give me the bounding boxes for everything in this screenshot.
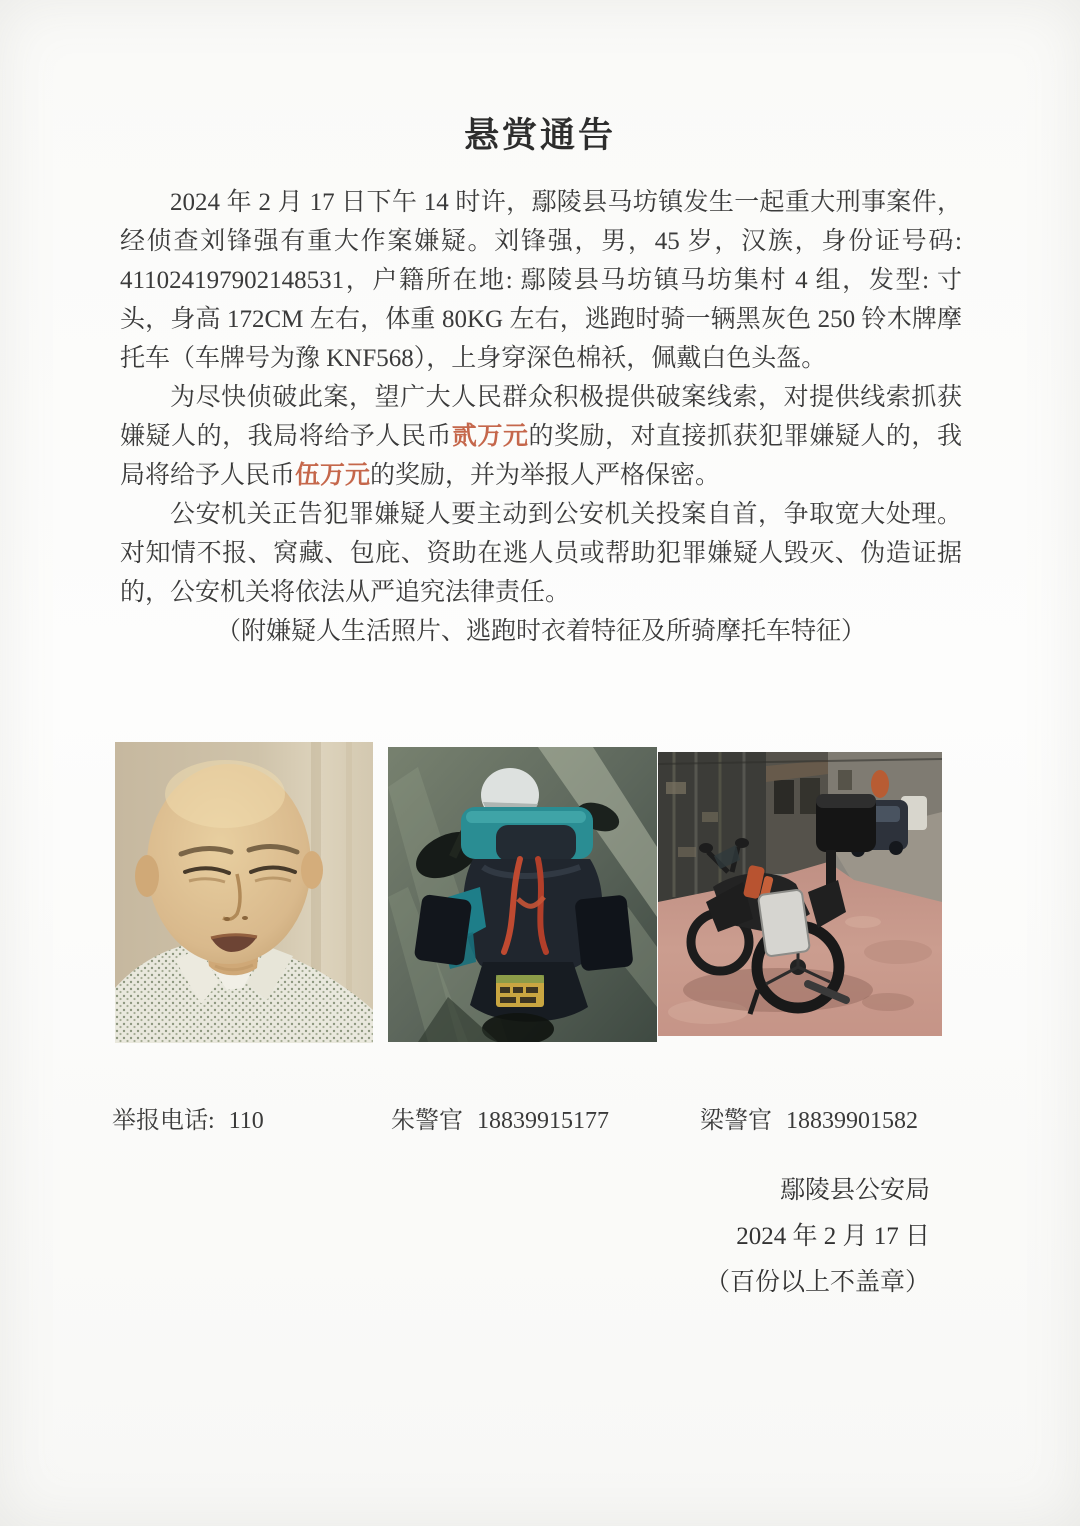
issue-date: 2024 年 2 月 17 日 — [736, 1223, 930, 1250]
signature-block — [705, 1168, 930, 1306]
reward-amount-20000: 贰万元 — [451, 423, 529, 450]
seal-note: （百份以上不盖章） — [704, 1269, 930, 1296]
issuing-agency: 鄢陵县公安局 — [779, 1177, 930, 1204]
suspect-photo-illustration — [115, 742, 373, 1043]
suspect-photo — [115, 742, 373, 1043]
officer-zhu-name: 朱警官 — [391, 1108, 463, 1134]
page-title: 悬赏通告 — [463, 116, 616, 155]
motorcycle-street-photo — [658, 752, 942, 1036]
motorcycle-street-illustration — [658, 752, 942, 1036]
paragraph-case-details: 2024 年 2 月 17 日下午 14 时许，鄢陵县马坊镇发生一起重大刑事案件，经侦查刘锋强有重大作案嫌疑。刘锋强，男，45 岁，汉族，身份证号码: 411024197902148531，户籍所在地: 鄢陵县马坊镇马坊集村 4 组，发型: 寸头，身高 172CM 左右，体重 80KG 左右，逃跑时骑一辆黑灰色 250 铃木牌摩托车（车牌号为豫 KNF568），上身穿深色棉袄，佩戴白色头盔。 — [120, 189, 962, 372]
notice-body — [120, 183, 962, 661]
report-hotline — [112, 1100, 264, 1135]
paragraph-reward — [120, 378, 962, 495]
reward-text-lead: 为尽快侦破此案，望广大人民群众积极提供破案线索，对提供线索抓获嫌疑人的，我局将给予人民币 — [120, 384, 962, 450]
motorcycle-rear-illustration — [388, 747, 657, 1042]
reward-text-mid: 的奖励，对直接抓获犯罪嫌疑人的，我局将给予人民币 — [120, 423, 962, 489]
paragraph-warning: 公安机关正告犯罪嫌疑人要主动到公安机关投案自首，争取宽大处理。对知情不报、窝藏、包庇、资助在逃人员或帮助犯罪嫌疑人毁灭、伪造证据的，公安机关将依法从严追究法律责任。 — [120, 501, 962, 606]
report-hotline-number: 110 — [228, 1108, 264, 1134]
contact-officer-liang — [700, 1100, 918, 1135]
reward-text-tail: 的奖励，并为举报人严格保密。 — [370, 462, 721, 489]
officer-liang-name: 梁警官 — [700, 1108, 772, 1134]
attachment-note: （附嫌疑人生活照片、逃跑时衣着特征及所骑摩托车特征） — [215, 618, 866, 645]
reward-amount-50000: 伍万元 — [295, 462, 371, 489]
officer-liang-phone: 18839901582 — [786, 1108, 918, 1134]
contact-officer-zhu — [391, 1100, 609, 1135]
officer-zhu-phone: 18839915177 — [477, 1108, 609, 1134]
report-hotline-label: 举报电话: — [112, 1108, 215, 1134]
motorcycle-rear-photo — [388, 747, 657, 1042]
